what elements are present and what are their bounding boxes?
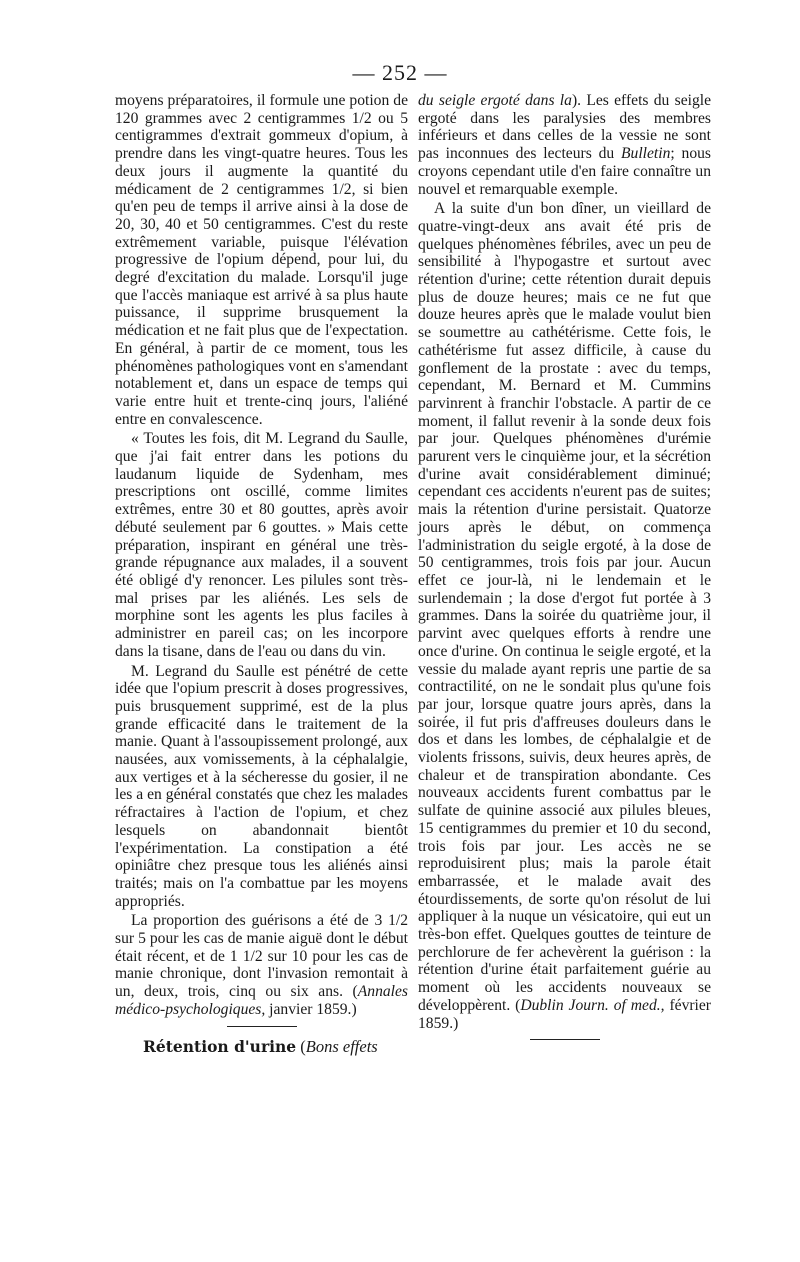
section-heading — [115, 1037, 408, 1056]
right-column — [418, 92, 711, 1050]
left-column — [115, 92, 408, 1056]
paragraph — [418, 200, 711, 1032]
paragraph: moyens préparatoires, il formule une potion de 120 grammes avec 2 centigrammes 1/2 ou 5 centigrammes d'extrait gommeux d'opium, à prendre dans les vingt-quatre heures. Tous les deux jours il augmente la quantité du médicament de 2 centigrammes 1/2, si bien qu'en peu de temps il arrive ainsi à la dose de 20, 30, 40 et 50 centigrammes. C'est du reste extrêmement variable, puisque l'élévation progressive de l'opium dépend, pour lui, du degré d'excitation du malade. Lorsqu'il juge que l'accès maniaque est arrivé à sa plus haute puissance, il supprime brusquement la médication et ne fait plus que de l'expectation. En général, à partir de ce moment, tous les phénomènes pathologiques vont en s'amendant notablement et, dans un espace de temps qui varie entre huit et trente-cinq jours, l'aliéné entre en convalescence. — [115, 92, 408, 428]
section-title: Rétention d'urine — [143, 1036, 297, 1056]
section-subtitle: Bons effets — [305, 1036, 378, 1056]
section-title-paren: ( — [296, 1036, 306, 1056]
citation-date: février 1859.) — [418, 996, 711, 1032]
paragraph: « Toutes les fois, dit M. Legrand du Saulle, que j'ai fait entrer dans les potions du laudanum liquide de Sydenham, mes prescriptions ont oscillé, comme limites extrêmes, entre 30 et 80 gouttes, après avoir débuté seulement par 6 gouttes. » Mais cette préparation, inspirant en général une très-grande répugnance aux malades, il a souvent été obligé d'y renoncer. Les pilules sont très-mal prises par les aliénés. Les sels de morphine sont les agents les plus faciles à administrer en pareil cas; on les incorpore dans la tisane, dans de l'eau ou dans du vin. — [115, 430, 408, 660]
paragraph-text: La proportion des guérisons a été de 3 1/2 sur 5 pour les cas de manie aiguë dont le début était récent, et de 1 1/2 sur 10 pour les cas de manie chronique, dont l'invasion remontait à un, deux, trois, cinq ou six ans. ( — [115, 912, 408, 1001]
section-subtitle-continued: du seigle ergoté dans la — [418, 92, 572, 109]
paragraph — [115, 912, 408, 1018]
journal-name: Bulletin — [621, 145, 671, 163]
paragraph-text: A la suite d'un bon dîner, un vieillard de quatre-vingt-deux ans avait été pris de quelques phénomènes fébriles, avec un peu de sensibilité à l'hypogastre et surtout avec rétention d'urine; cette rétention durait depuis plus de douze heures; mais ce ne fut que douze heures après que le malade voulut bien se soumettre au cathétérisme. Cette fois, le cathétérisme fut assez difficile, à cause du gonflement de la prostate : avec du temps, cependant, M. Bernard et M. Cummins parvinrent à franchir l'obstacle. A partir de ce moment, il fallut revenir à la sonde deux fois par jour. Quelques phénomènes d'urémie parurent vers le cinquième jour, et la sécrétion d'urine avait considérablement diminué; cependant ces accidents n'eurent pas de suites; mais la rétention d'urine persistait. Quatorze jours après le début, on commença l'administration du seigle ergoté, à la dose de 50 centigrammes, trois fois par jour. Aucun effet ce jour-là, ni le lendemain et le surlendemain ; la dose d'ergot fut portée à 3 grammes. Dans la soirée du quatrième jour, il parvint avec quelques efforts à rendre une once d'urine. On continua le seigle ergoté, et la vessie du malade ayant repris une partie de sa contractilité, on ne le sondait plus qu'une fois par jour, lorsque quatre jours après, dans la soirée, il fut pris d'affreuses douleurs dans le dos et dans les lombes, de céphalalgie et de violents frissons, suivis, deux heures après, de chaleur et de transpiration abondante. Ces nouveaux accidents furent combattus par le sulfate de quinine associé aux pilules bleues, 15 centigrammes du premier et 10 du second, trois fois par jour. Les accès ne se reproduisirent plus; mais la parole était embarrassée, et le malade avait des étourdissements, de sorte qu'on résolut de lui appliquer à la nuque un vésicatoire, qui eut un très-bon effet. Quelques gouttes de teinture de perchlorure de fer achevèrent la guérison : la rétention d'urine était parfaitement guérie au moment où les accidents nouveaux se développèrent. ( — [418, 200, 711, 1014]
citation: Annales médico-psychologiques, — [115, 983, 408, 1018]
paragraph-text: ). Les effets du seigle ergoté dans les paralysies des membres inférieurs et dans celles de la vessie ne sont pas inconnues des lecteurs du — [418, 92, 711, 163]
page-number: — 252 — — [352, 60, 448, 85]
paragraph: M. Legrand du Saulle est pénétré de cette idée que l'opium prescrit à doses progressives, puis brusquement supprimé, est de la plus grande efficacité dans le traitement de la manie. Quant à l'assoupissement prolongé, aux nausées, aux vomissements, à la céphalalgie, aux vertiges et à la sécheresse du gosier, il ne les a en général constatés que chez les malades réfractaires à l'action de l'opium, et chez lesquels on abandonnait bientôt l'expérimentation. La constipation a été opiniâtre chez presque tous les aliénés ainsi traités; mais on l'a combattue par les moyens appropriés. — [115, 662, 408, 910]
section-divider — [530, 1039, 600, 1040]
paragraph — [418, 92, 711, 198]
citation: Dublin Journ. of med., — [520, 996, 665, 1014]
citation-date: janvier 1859.) — [265, 1000, 357, 1018]
section-divider — [227, 1026, 297, 1027]
paragraph-text: ; nous croyons cependant utile d'en faire connaître un nouvel et remarquable exemple. — [418, 145, 711, 198]
